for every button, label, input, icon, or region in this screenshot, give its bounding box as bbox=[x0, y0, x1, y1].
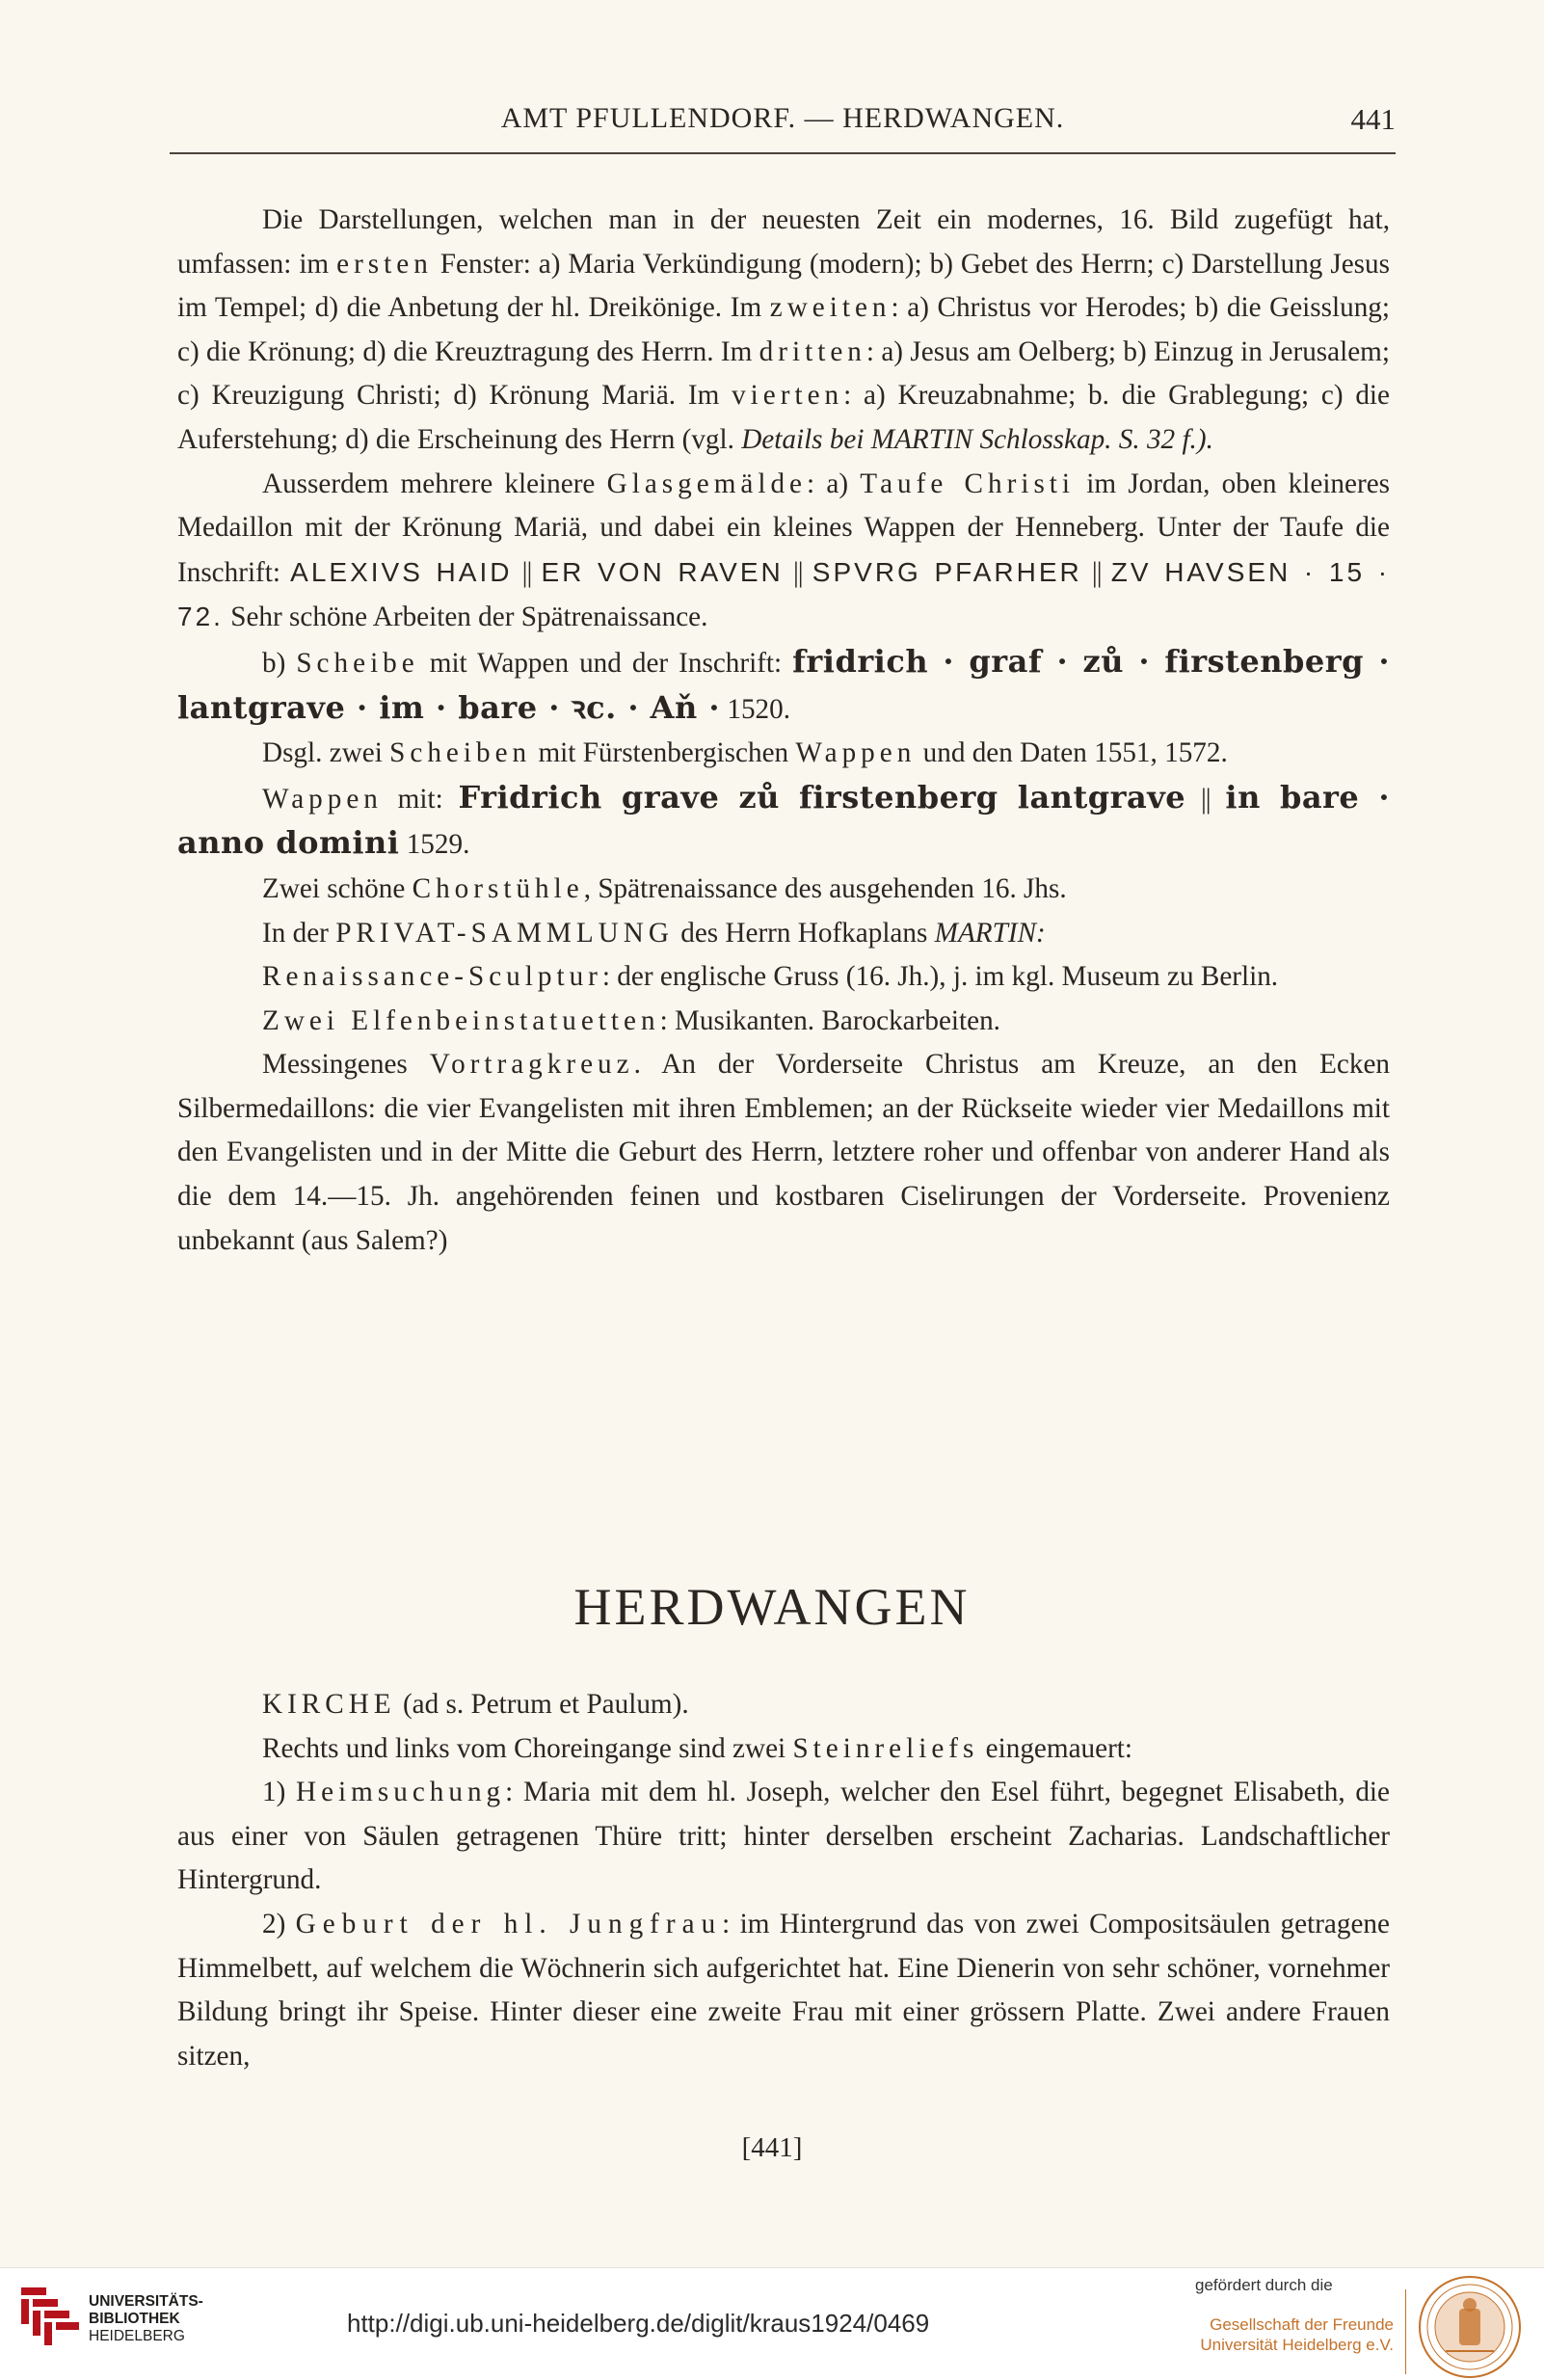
text-run: 1) bbox=[262, 1777, 297, 1808]
university-seal-icon[interactable] bbox=[1417, 2274, 1523, 2380]
library-logo-icon[interactable] bbox=[19, 2286, 81, 2347]
text-run: : der englische Gruss (16. Jh.), j. im kgl. Museum zu Berlin. bbox=[601, 961, 1279, 993]
spaced-word: Wappen bbox=[262, 783, 383, 815]
text-run: 2) bbox=[262, 1908, 296, 1939]
italic-citation: Details bei MARTIN Schlosskap. S. 32 f.). bbox=[741, 423, 1213, 455]
text-run: mit Fürstenbergischen bbox=[531, 737, 796, 769]
section-title: HERDWANGEN bbox=[573, 1578, 971, 1636]
text-run: : a) Christus vor Herodes; b) die Geisslung; c) die Krönung; d) die Kreuztragung des Herrn. Im bbox=[177, 292, 1390, 367]
spaced-word: KIRCHE bbox=[262, 1689, 396, 1720]
paragraph-geburt bbox=[177, 1903, 1390, 2078]
text-run: (ad s. Petrum et Paulum). bbox=[395, 1689, 689, 1720]
spaced-word: Renaissance-Sculptur bbox=[262, 961, 602, 993]
paragraph-vortragkreuz bbox=[177, 1043, 1390, 1263]
text-run: 1520. bbox=[720, 693, 791, 725]
inscription-capitals: SPVRG PFARHER bbox=[812, 556, 1082, 587]
spaced-word: Wappen bbox=[795, 737, 917, 769]
folio-number: [441] bbox=[741, 2132, 803, 2163]
sponsor-divider bbox=[1405, 2289, 1406, 2374]
spaced-word: Chorstühle bbox=[412, 872, 584, 904]
paragraph-chorstuehle bbox=[177, 868, 1390, 912]
spaced-word: Taufe Christi bbox=[860, 468, 1076, 499]
running-title: AMT PFULLENDORF. — HERDWANGEN. bbox=[500, 102, 1065, 134]
text-run: und den Daten 1551, 1572. bbox=[916, 737, 1228, 769]
paragraph-wappen bbox=[177, 776, 1390, 868]
sponsor-name[interactable] bbox=[1141, 2314, 1394, 2355]
body-text-lower bbox=[177, 1683, 1390, 2078]
text-run: : Musikanten. Barockarbeiten. bbox=[659, 1004, 1000, 1036]
text-run: mit: bbox=[382, 783, 459, 815]
text-run: eingemauert: bbox=[978, 1732, 1133, 1764]
spaced-word: PRIVAT-SAMMLUNG bbox=[335, 917, 674, 949]
paragraph-elfenbein bbox=[177, 1000, 1390, 1044]
text-run: Rechts und links vom Choreingange sind zwei bbox=[262, 1732, 793, 1764]
line-break-mark: || bbox=[1200, 783, 1211, 815]
spaced-word: vierten bbox=[732, 380, 844, 412]
blackletter-inscription: Fridrich grave zů firstenberg lantgrave bbox=[458, 778, 1186, 816]
text-run: In der bbox=[262, 917, 336, 949]
text-run: des Herrn Hofkaplans bbox=[673, 917, 935, 949]
page-header bbox=[170, 93, 1396, 150]
permalink-url[interactable]: http://digi.ub.uni-heidelberg.de/diglit/kraus1924/0469 bbox=[347, 2309, 930, 2338]
paragraph-sculptur bbox=[177, 955, 1390, 1000]
spaced-word: Glasgemälde bbox=[606, 468, 808, 499]
line-break-mark: || bbox=[521, 556, 532, 588]
sponsor-name-line: Gesellschaft der Freunde bbox=[1210, 2315, 1394, 2334]
blackletter-inscription: fridrich · graf · zů · firstenberg · lantgrave · im · bare · ꝛc. · Aň · bbox=[177, 642, 1390, 726]
sponsor-label: gefördert durch die bbox=[1195, 2276, 1333, 2294]
line-break-mark: || bbox=[792, 556, 803, 588]
sponsor-name-line: Universität Heidelberg e.V. bbox=[1200, 2336, 1394, 2354]
page-number: 441 bbox=[1350, 102, 1396, 136]
library-name-line: BIBLIOTHEK bbox=[89, 2311, 180, 2327]
inscription-capitals: ER VON RAVEN bbox=[541, 556, 784, 587]
spaced-word: Heimsuchung bbox=[296, 1777, 506, 1808]
spaced-word: zweiten bbox=[769, 292, 892, 324]
text-run: b) bbox=[262, 647, 297, 679]
text-run: Messingenes bbox=[262, 1049, 430, 1081]
text-run: : a) Kreuzabnahme; b. die Grablegung; c) die Auferstehung; d) die Erscheinung des Herrn (vgl. bbox=[177, 380, 1390, 455]
paragraph-scheiben bbox=[177, 732, 1390, 776]
text-run: , Spätrenaissance des ausgehenden 16. Jhs. bbox=[583, 872, 1067, 904]
spaced-word: dritten bbox=[759, 335, 866, 367]
text-run: Dsgl. zwei bbox=[262, 737, 390, 769]
spaced-word: Zwei Elfenbeinstatuetten bbox=[262, 1004, 660, 1036]
library-name[interactable] bbox=[89, 2293, 203, 2345]
spaced-word: Scheibe bbox=[296, 647, 419, 679]
spaced-word: Steinreliefs bbox=[792, 1732, 979, 1764]
text-run: Ausserdem mehrere kleinere bbox=[262, 468, 607, 499]
spaced-word: Scheiben bbox=[389, 737, 532, 769]
paragraph-privat-sammlung bbox=[177, 912, 1390, 956]
text-run: Zwei schöne bbox=[262, 872, 413, 904]
paragraph-scheibe bbox=[177, 640, 1390, 732]
paragraph-darstellungen bbox=[177, 199, 1390, 463]
blackletter-inscription: in bare · anno domini bbox=[177, 778, 1391, 862]
line-break-mark: || bbox=[1091, 556, 1102, 588]
text-run: Fenster: a) Maria Verkündigung (modern); b) Gebet des Herrn; c) Darstellung Jesus im Tempel; d) die Anbetung der hl. Dreikönige. Im bbox=[177, 248, 1390, 324]
inscription-capitals: ALEXIVS HAID bbox=[290, 556, 513, 587]
library-name-line: HEIDELBERG bbox=[89, 2328, 185, 2344]
paragraph-heimsuchung bbox=[177, 1771, 1390, 1903]
paragraph-glasgemaelde bbox=[177, 463, 1390, 640]
italic-name: MARTIN: bbox=[934, 917, 1046, 949]
paragraph-steinreliefs bbox=[177, 1727, 1390, 1772]
spaced-word: Vortragkreuz bbox=[429, 1049, 634, 1081]
text-run: : Maria mit dem hl. Joseph, welcher den Esel führt, begegnet Elisabeth, die aus einer von Säulen getragenen Thüre tritt; hinter derselben erscheint Zacharias. Landschaftlicher Hintergrund. bbox=[177, 1777, 1390, 1896]
text-run: 1529. bbox=[399, 829, 470, 861]
text-run: : a) Jesus am Oelberg; b) Einzug in Jerusalem; c) Kreuzigung Christi; d) Krönung Mariä. Im bbox=[177, 335, 1390, 412]
text-run: . An der Vorderseite Christus am Kreuze, an den Ecken Silbermedaillons: die vier Evangelisten mit ihren Emblemen; an der Rückseite wieder vier Medaillons mit den Evangelisten und in der Mitte die Geburt des Herrn, letztere roher und offenbar von anderer Hand als die dem 14.—15. Jh. angehörenden feinen und kostbaren Ciselirungen der Vorderseite. Provenienz unbekannt (aus Salem?) bbox=[177, 1049, 1390, 1256]
viewer-footer bbox=[0, 2267, 1544, 2380]
text-run: Die Darstellungen, welchen man in der neuesten Zeit ein modernes, 16. Bild zugefügt hat, umfassen: im bbox=[177, 204, 1390, 280]
header-rule bbox=[170, 152, 1396, 154]
text-run: im Jordan, oben kleineres Medaillon mit der Krönung Mariä, und dabei ein kleines Wappen der Henneberg. Unter der Taufe die Inschrift: bbox=[177, 468, 1391, 588]
text-run: Sehr schöne Arbeiten der Spätrenaissance. bbox=[223, 602, 708, 633]
inscription-capitals: ZV HAVSEN · 15 · 72. bbox=[177, 556, 1391, 632]
text-run: : im Hintergrund das von zwei Compositsäulen getragene Himmelbett, auf welchem die Wöchnerin sich aufgerichtet hat. Eine Dienerin von sehr schöner, vornehmer Bildung bringt ihr Speise. Hinter dieser eine zweite Frau mit einer grössern Platte. Zwei andere Frauen sitzen, bbox=[177, 1908, 1390, 2072]
text-run: mit Wappen und der Inschrift: bbox=[418, 647, 793, 679]
text-run: : a) bbox=[807, 468, 861, 499]
body-text-upper bbox=[177, 199, 1390, 1263]
spaced-word: Geburt der hl. Jungfrau bbox=[295, 1908, 723, 1939]
paragraph-kirche bbox=[177, 1683, 1390, 1727]
library-name-line: UNIVERSITÄTS- bbox=[89, 2293, 203, 2310]
spaced-word: ersten bbox=[336, 248, 433, 280]
